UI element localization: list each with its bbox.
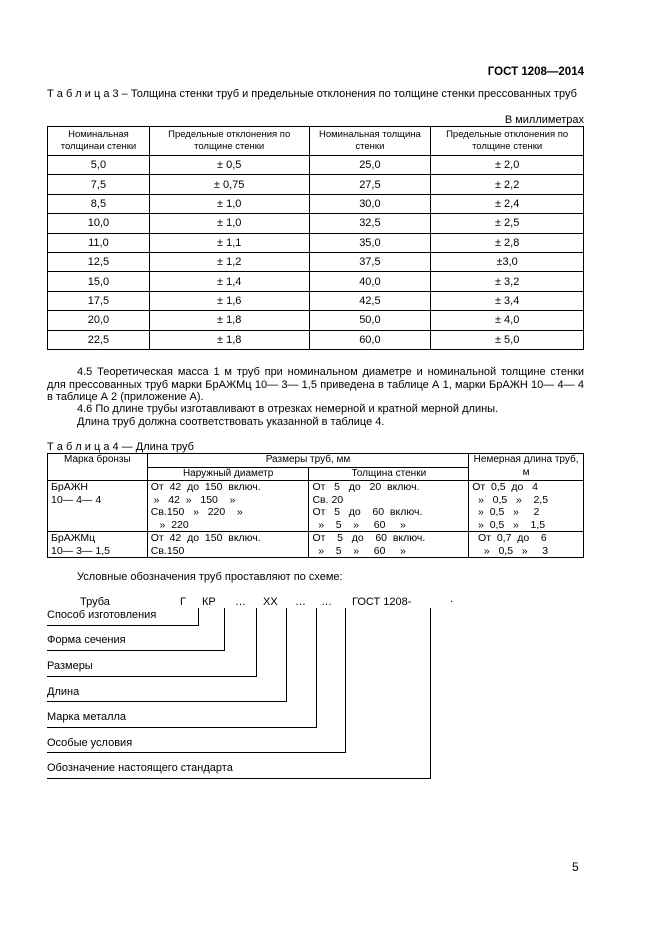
- table3-header-cell: Номинальная толщина стенки: [309, 127, 431, 156]
- table3-cell: ± 1,8: [149, 330, 309, 349]
- scheme-token-tube: Труба: [80, 596, 110, 608]
- table4: [47, 453, 584, 558]
- scheme-underline: [47, 676, 257, 677]
- table4-wall-cell: От 5 до 60 включ. » 5 » 60 »: [309, 532, 469, 558]
- table3-cell: ± 2,8: [431, 233, 584, 252]
- scheme-leader-line: [198, 608, 199, 625]
- table3-cell: ± 1,2: [149, 252, 309, 271]
- table3-cell: 27,5: [309, 175, 431, 194]
- table3-cell: 12,5: [48, 252, 150, 271]
- table3-cell: ± 1,4: [149, 272, 309, 291]
- table3-caption: Т а б л и ц а 3 – Толщина стенки труб и предельные отклонения по толщине стенки прессованных труб: [47, 88, 577, 100]
- scheme-leader-line: [430, 608, 431, 778]
- scheme-leader-line: [345, 608, 346, 752]
- table4-header-sizes: Размеры труб, мм: [147, 454, 468, 468]
- table3-cell: 20,0: [48, 311, 150, 330]
- table3-cell: ± 0,75: [149, 175, 309, 194]
- table-row: [48, 291, 584, 310]
- table3-cell: ±3,0: [431, 252, 584, 271]
- table3-cell: ± 2,5: [431, 214, 584, 233]
- table-row: [48, 330, 584, 349]
- table4-header-length: Немерная длина труб, м: [469, 454, 584, 481]
- table3-cell: 10,0: [48, 214, 150, 233]
- table3-cell: 42,5: [309, 291, 431, 310]
- table3-cell: ± 2,2: [431, 175, 584, 194]
- table3-cell: 15,0: [48, 272, 150, 291]
- scheme-token-special: …: [321, 596, 332, 608]
- table3-cell: 35,0: [309, 233, 431, 252]
- table3-cell: 60,0: [309, 330, 431, 349]
- table-row: [48, 311, 584, 330]
- table3-cell: 40,0: [309, 272, 431, 291]
- scheme-token-shape: КР: [202, 596, 216, 608]
- table3-cell: ± 4,0: [431, 311, 584, 330]
- table4-length-cell: От 0,7 до 6 » 0,5 » 3: [469, 532, 584, 558]
- table-row: [48, 272, 584, 291]
- table4-outer-cell: От 42 до 150 включ. Св.150: [147, 532, 309, 558]
- table3-header-cell: Предельные отклонения по толщине стенки: [149, 127, 309, 156]
- scheme-label-metal: Марка металла: [47, 711, 127, 723]
- table3-cell: ± 1,6: [149, 291, 309, 310]
- scheme-underline: [47, 752, 346, 753]
- paragraph-4-6-length: Длина труб должна соответствовать указанной в таблице 4.: [77, 416, 385, 428]
- table4-grade-cell: БрАЖН 10— 4— 4: [48, 481, 148, 532]
- table4-outer-cell: От 42 до 150 включ. » 42 » 150 » Св.150 » 220 » » 220: [147, 481, 309, 532]
- scheme-leader-line: [316, 608, 317, 727]
- table-row: [48, 175, 584, 194]
- scheme-token-method: Г: [180, 596, 186, 608]
- table3-cell: ± 1,8: [149, 311, 309, 330]
- scheme-label-special: Особые условия: [47, 737, 133, 749]
- table-row: [48, 214, 584, 233]
- table3-cell: ± 3,2: [431, 272, 584, 291]
- table3-cell: 32,5: [309, 214, 431, 233]
- table3-unit: В миллиметрах: [504, 114, 584, 126]
- scheme-token-size: …: [235, 596, 246, 608]
- table4-header-grade: Марка бронзы: [48, 454, 148, 481]
- table-row: [48, 233, 584, 252]
- scheme-label-shape: Форма сечения: [47, 634, 126, 646]
- table3-cell: 5,0: [48, 156, 150, 175]
- scheme-label-method: Способ изготовления: [47, 609, 157, 621]
- table3-cell: 11,0: [48, 233, 150, 252]
- table3-cell: 25,0: [309, 156, 431, 175]
- table3-cell: ± 5,0: [431, 330, 584, 349]
- scheme-underline: [47, 778, 431, 779]
- scheme-underline: [47, 701, 287, 702]
- table3-cell: ± 3,4: [431, 291, 584, 310]
- scheme-leader-line: [286, 608, 287, 701]
- scheme-token-metal: …: [295, 596, 306, 608]
- paragraph-4-5: 4.5 Теоретическая масса 1 м труб при номинальном диаметре и номинальной толщине стенки для прессованных труб марки БрАЖМц 10— 3— 1,5 приведена в таблице А 1, марки БрАЖН 10— 4— 4 в таблице А 2 (приложение А).: [47, 366, 584, 403]
- table3-cell: ± 1,1: [149, 233, 309, 252]
- paragraph-4-6: 4.6 По длине трубы изготавливают в отрезках немерной и кратной мерной длины.: [77, 403, 499, 415]
- scheme-token-length: ХХ: [263, 596, 278, 608]
- table3-cell: ± 1,0: [149, 214, 309, 233]
- table4-grade-cell: БрАЖМц 10— 3— 1,5: [48, 532, 148, 558]
- scheme-underline: [47, 650, 225, 651]
- scheme-underline: [47, 625, 199, 626]
- scheme-label-length: Длина: [47, 686, 80, 698]
- table3-cell: 8,5: [48, 194, 150, 213]
- standard-header: ГОСТ 1208—2014: [487, 66, 584, 78]
- table3-cell: ± 0,5: [149, 156, 309, 175]
- table-row: [48, 194, 584, 213]
- table3-cell: 50,0: [309, 311, 431, 330]
- scheme-label-size: Размеры: [47, 660, 93, 672]
- table3: [47, 126, 584, 350]
- table4-caption: Т а б л и ц а 4 — Длина труб: [47, 441, 194, 453]
- page-number: 5: [572, 860, 579, 874]
- scheme-leader-line: [224, 608, 225, 650]
- table-row: [48, 252, 584, 271]
- scheme-label-standard: Обозначение настоящего стандарта: [47, 762, 233, 774]
- table4-header-wall: Толщина стенки: [309, 467, 469, 481]
- table4-header-outer: Наружный диаметр: [147, 467, 309, 481]
- table3-cell: ± 1,0: [149, 194, 309, 213]
- table3-cell: 7,5: [48, 175, 150, 194]
- scheme-intro: Условные обозначения труб проставляют по схеме:: [77, 571, 343, 583]
- table3-header-cell: Предельные отклонения по толщине стенки: [431, 127, 584, 156]
- table3-cell: 30,0: [309, 194, 431, 213]
- table3-cell: 37,5: [309, 252, 431, 271]
- table3-cell: ± 2,0: [431, 156, 584, 175]
- table3-cell: 17,5: [48, 291, 150, 310]
- scheme-token-standard: ГОСТ 1208-: [352, 596, 412, 608]
- table4-length-cell: От 0,5 до 4 » 0,5 » 2,5 » 0,5 » 2 » 0,5 » 1,5: [469, 481, 584, 532]
- table4-wall-cell: От 5 до 20 включ. Св. 20 От 5 до 60 включ. » 5 » 60 »: [309, 481, 469, 532]
- table3-cell: 22,5: [48, 330, 150, 349]
- table-row: [48, 156, 584, 175]
- table3-header-cell: Номинальная толщинаи стенки: [48, 127, 150, 156]
- scheme-token-dot: .: [450, 593, 454, 605]
- table3-body: [48, 156, 584, 350]
- scheme-underline: [47, 727, 317, 728]
- scheme-leader-line: [256, 608, 257, 676]
- table3-cell: ± 2,4: [431, 194, 584, 213]
